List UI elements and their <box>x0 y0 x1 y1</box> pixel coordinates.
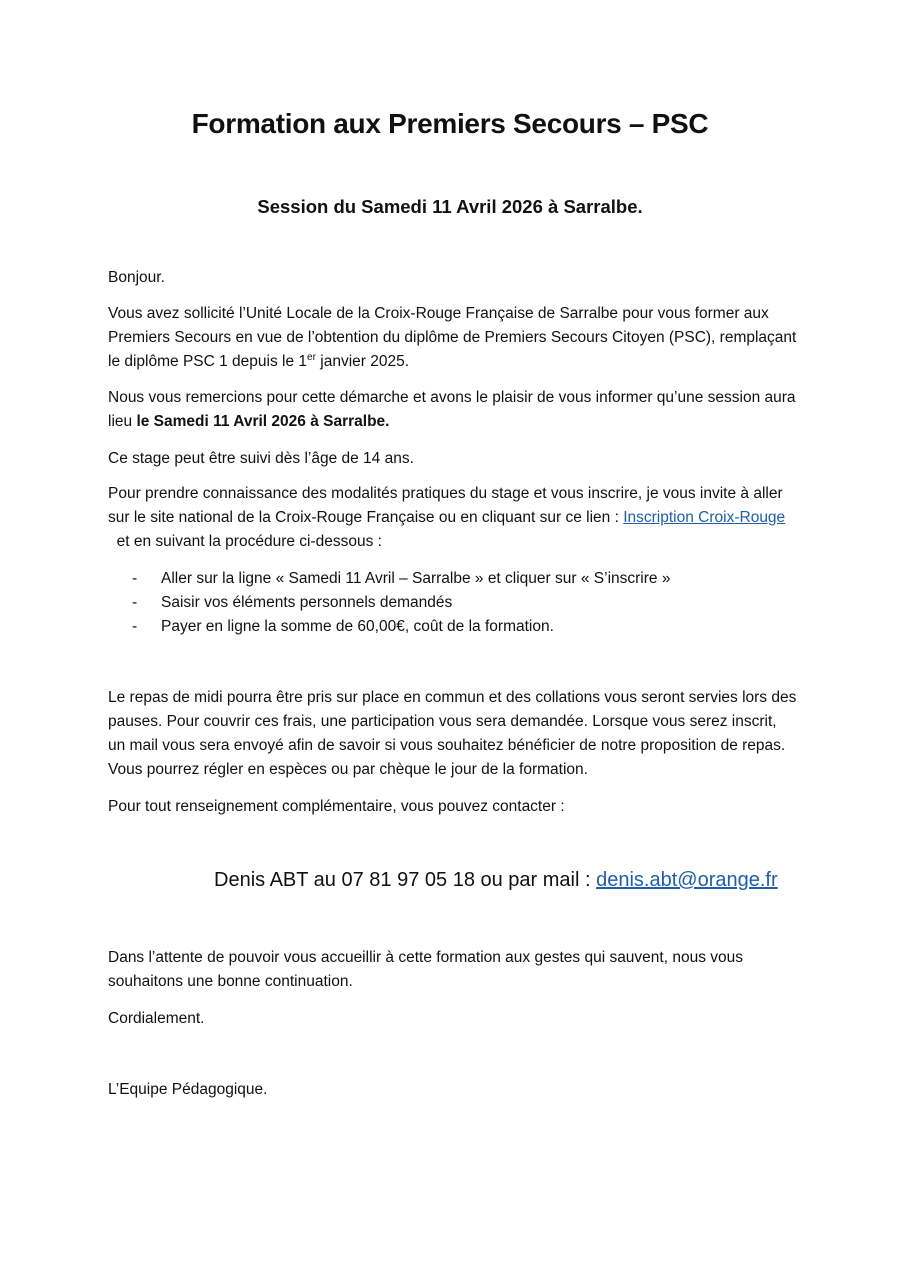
dash-marker: - <box>132 618 138 635</box>
contact-text: Denis ABT au 07 81 97 05 18 ou par mail : <box>214 869 597 891</box>
intro-paragraph <box>108 302 798 374</box>
list-item-text: Aller sur la ligne « Samedi 11 Avril – Sarralbe » et cliquer sur « S’inscrire » <box>161 570 671 587</box>
contact-email-link[interactable]: denis.abt@orange.fr <box>596 869 778 891</box>
signature: L’Equipe Pédagogique. <box>108 1081 268 1098</box>
contact-line <box>214 866 778 894</box>
intro-text: Vous avez sollicité l’Unité Locale de la Croix-Rouge Française de Sarralbe pour vous former aux Premiers Secours en vue de l’obtention du diplôme de Premiers Secours Citoyen (PSC), remplaçant le diplôme PSC 1 depuis le 1 <box>108 305 797 370</box>
session-subtitle: Session du Samedi 11 Avril 2026 à Sarralbe. <box>257 196 643 217</box>
document-title: Formation aux Premiers Secours – PSC <box>191 108 709 139</box>
cordialement: Cordialement. <box>108 1010 205 1027</box>
registration-text: Pour prendre connaissance des modalités pratiques du stage et vous inscrire, je vous invite à aller sur le site national de la Croix-Rouge Française ou en cliquant sur ce lien : <box>108 485 783 526</box>
dash-marker: - <box>132 570 138 587</box>
list-item <box>108 567 670 591</box>
inscription-link[interactable]: Inscription Croix-Rouge <box>623 509 786 526</box>
session-date-bold: le Samedi 11 Avril 2026 à Sarralbe. <box>136 413 390 430</box>
procedure-list <box>108 567 670 639</box>
intro-text-end: janvier 2025. <box>315 353 410 370</box>
superscript-er: er <box>307 352 316 363</box>
thanks-paragraph <box>108 386 798 434</box>
contact-intro: Pour tout renseignement complémentaire, vous pouvez contacter : <box>108 798 565 815</box>
list-item-text: Saisir vos éléments personnels demandés <box>161 594 453 611</box>
thanks-text: Nous vous remercions pour cette démarche et avons le plaisir de vous informer qu’une session aura lieu <box>108 389 796 430</box>
closing-paragraph: Dans l’attente de pouvoir vous accueillir à cette formation aux gestes qui sauvent, nous vous souhaitons une bonne continuation. <box>108 949 744 990</box>
list-item-text: Payer en ligne la somme de 60,00€, coût de la formation. <box>161 618 554 635</box>
age-paragraph: Ce stage peut être suivi dès l’âge de 14 ans. <box>108 450 414 467</box>
dash-marker: - <box>132 594 138 611</box>
greeting: Bonjour. <box>108 269 165 286</box>
registration-text-end: et en suivant la procédure ci-dessous : <box>108 533 382 550</box>
list-item <box>108 591 670 615</box>
registration-paragraph <box>108 482 798 554</box>
list-item <box>108 615 670 639</box>
meal-paragraph: Le repas de midi pourra être pris sur place en commun et des collations vous seront servies lors des pauses. Pour couvrir ces frais, une participation vous sera demandée. Lorsque vous serez inscrit, un mail vous sera envoyé afin de savoir si vous souhaitez bénéficier de notre proposition de repas. Vous pourrez régler en espèces ou par chèque le jour de la formation. <box>108 689 797 778</box>
